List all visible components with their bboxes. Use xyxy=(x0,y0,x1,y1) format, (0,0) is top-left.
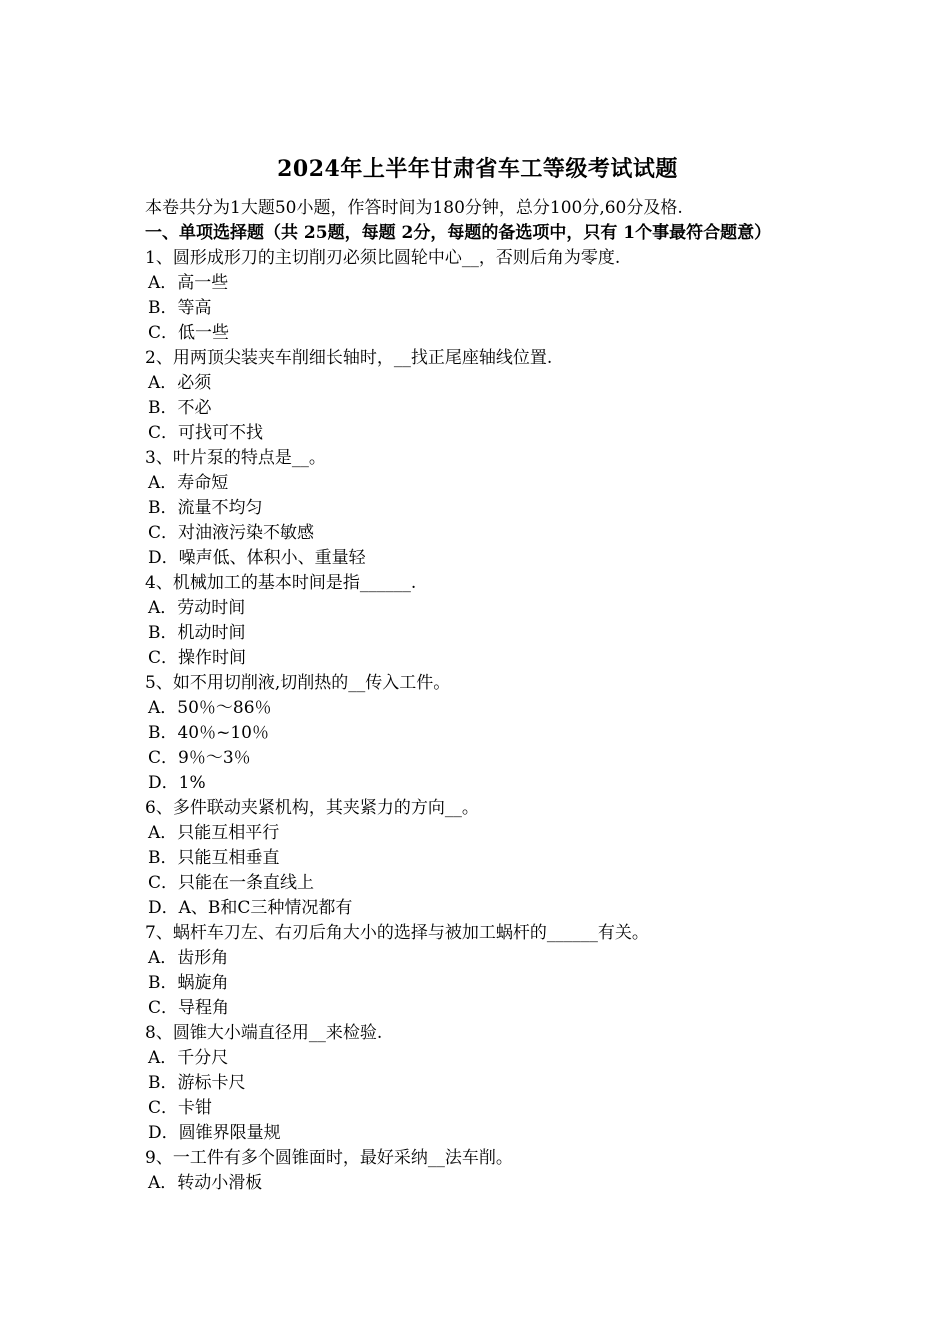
answer-option: A．千分尺 xyxy=(148,1048,229,1068)
answer-option: C．只能在一条直线上 xyxy=(148,873,315,893)
answer-option: C．导程角 xyxy=(148,998,230,1018)
answer-option: D．1% xyxy=(148,773,206,793)
answer-option: A．只能互相平行 xyxy=(148,823,280,843)
document-page xyxy=(145,150,810,1196)
question-stem: 9、一工件有多个圆锥面时，最好采纳__法车削。 xyxy=(145,1148,513,1168)
answer-option: A．50％～86％ xyxy=(148,698,272,718)
question-stem: 8、圆锥大小端直径用__来检验. xyxy=(145,1023,383,1043)
question-stem: 1、圆形成形刀的主切削刃必须比圆轮中心__，否则后角为零度. xyxy=(145,248,621,268)
section-heading: 一、单项选择题（共 25题，每题 2分，每题的备选项中，只有 1个事最符合题意） xyxy=(145,223,772,243)
answer-option: B．只能互相垂直 xyxy=(148,848,280,868)
answer-option: D．噪声低、体积小、重量轻 xyxy=(148,548,366,568)
question-stem: 2、用两顶尖装夹车削细长轴时，__找正尾座轴线位置. xyxy=(145,348,553,368)
question-item xyxy=(145,1146,810,1196)
question-item xyxy=(145,571,810,671)
answer-option: B．流量不均匀 xyxy=(148,498,263,518)
question-item xyxy=(145,346,810,446)
answer-option: C．低一些 xyxy=(148,323,230,343)
answer-option: B．蜗旋角 xyxy=(148,973,229,993)
answer-option: D．A、B和C三种情况都有 xyxy=(148,898,353,918)
question-item xyxy=(145,671,810,796)
question-item xyxy=(145,796,810,921)
answer-option: A．劳动时间 xyxy=(148,598,246,618)
answer-option: B．游标卡尺 xyxy=(148,1073,246,1093)
answer-option: C．对油液污染不敏感 xyxy=(148,523,315,543)
question-item xyxy=(145,1021,810,1146)
answer-option: A．寿命短 xyxy=(148,473,229,493)
question-stem: 4、机械加工的基本时间是指______. xyxy=(145,573,417,593)
answer-option: B．40％~10％ xyxy=(148,723,270,743)
question-item xyxy=(145,446,810,571)
answer-option: C．可找可不找 xyxy=(148,423,264,443)
answer-option: C．9％～3％ xyxy=(148,748,251,768)
answer-option: D．圆锥界限量规 xyxy=(148,1123,281,1143)
answer-option: B．等高 xyxy=(148,298,212,318)
question-list xyxy=(145,246,810,1196)
answer-option: A．高一些 xyxy=(148,273,229,293)
answer-option: A．转动小滑板 xyxy=(148,1173,263,1193)
question-stem: 5、如不用切削液,切削热的__传入工件。 xyxy=(145,673,451,693)
question-stem: 6、多件联动夹紧机构，其夹紧力的方向__。 xyxy=(145,798,479,818)
question-item xyxy=(145,246,810,346)
question-stem: 7、蜗杆车刀左、右刃后角大小的选择与被加工蜗杆的______有关。 xyxy=(145,923,649,943)
answer-option: B．不必 xyxy=(148,398,212,418)
question-item xyxy=(145,921,810,1021)
answer-option: C．操作时间 xyxy=(148,648,247,668)
answer-option: C．卡钳 xyxy=(148,1098,213,1118)
answer-option: A．必须 xyxy=(148,373,212,393)
answer-option: B．机动时间 xyxy=(148,623,246,643)
answer-option: A．齿形角 xyxy=(148,948,229,968)
question-stem: 3、叶片泵的特点是__。 xyxy=(145,448,326,468)
page-title: 2024年上半年甘肃省车工等级考试试题 xyxy=(277,156,678,182)
exam-intro: 本卷共分为1大题50小题，作答时间为180分钟，总分100分,60分及格. xyxy=(145,198,683,218)
